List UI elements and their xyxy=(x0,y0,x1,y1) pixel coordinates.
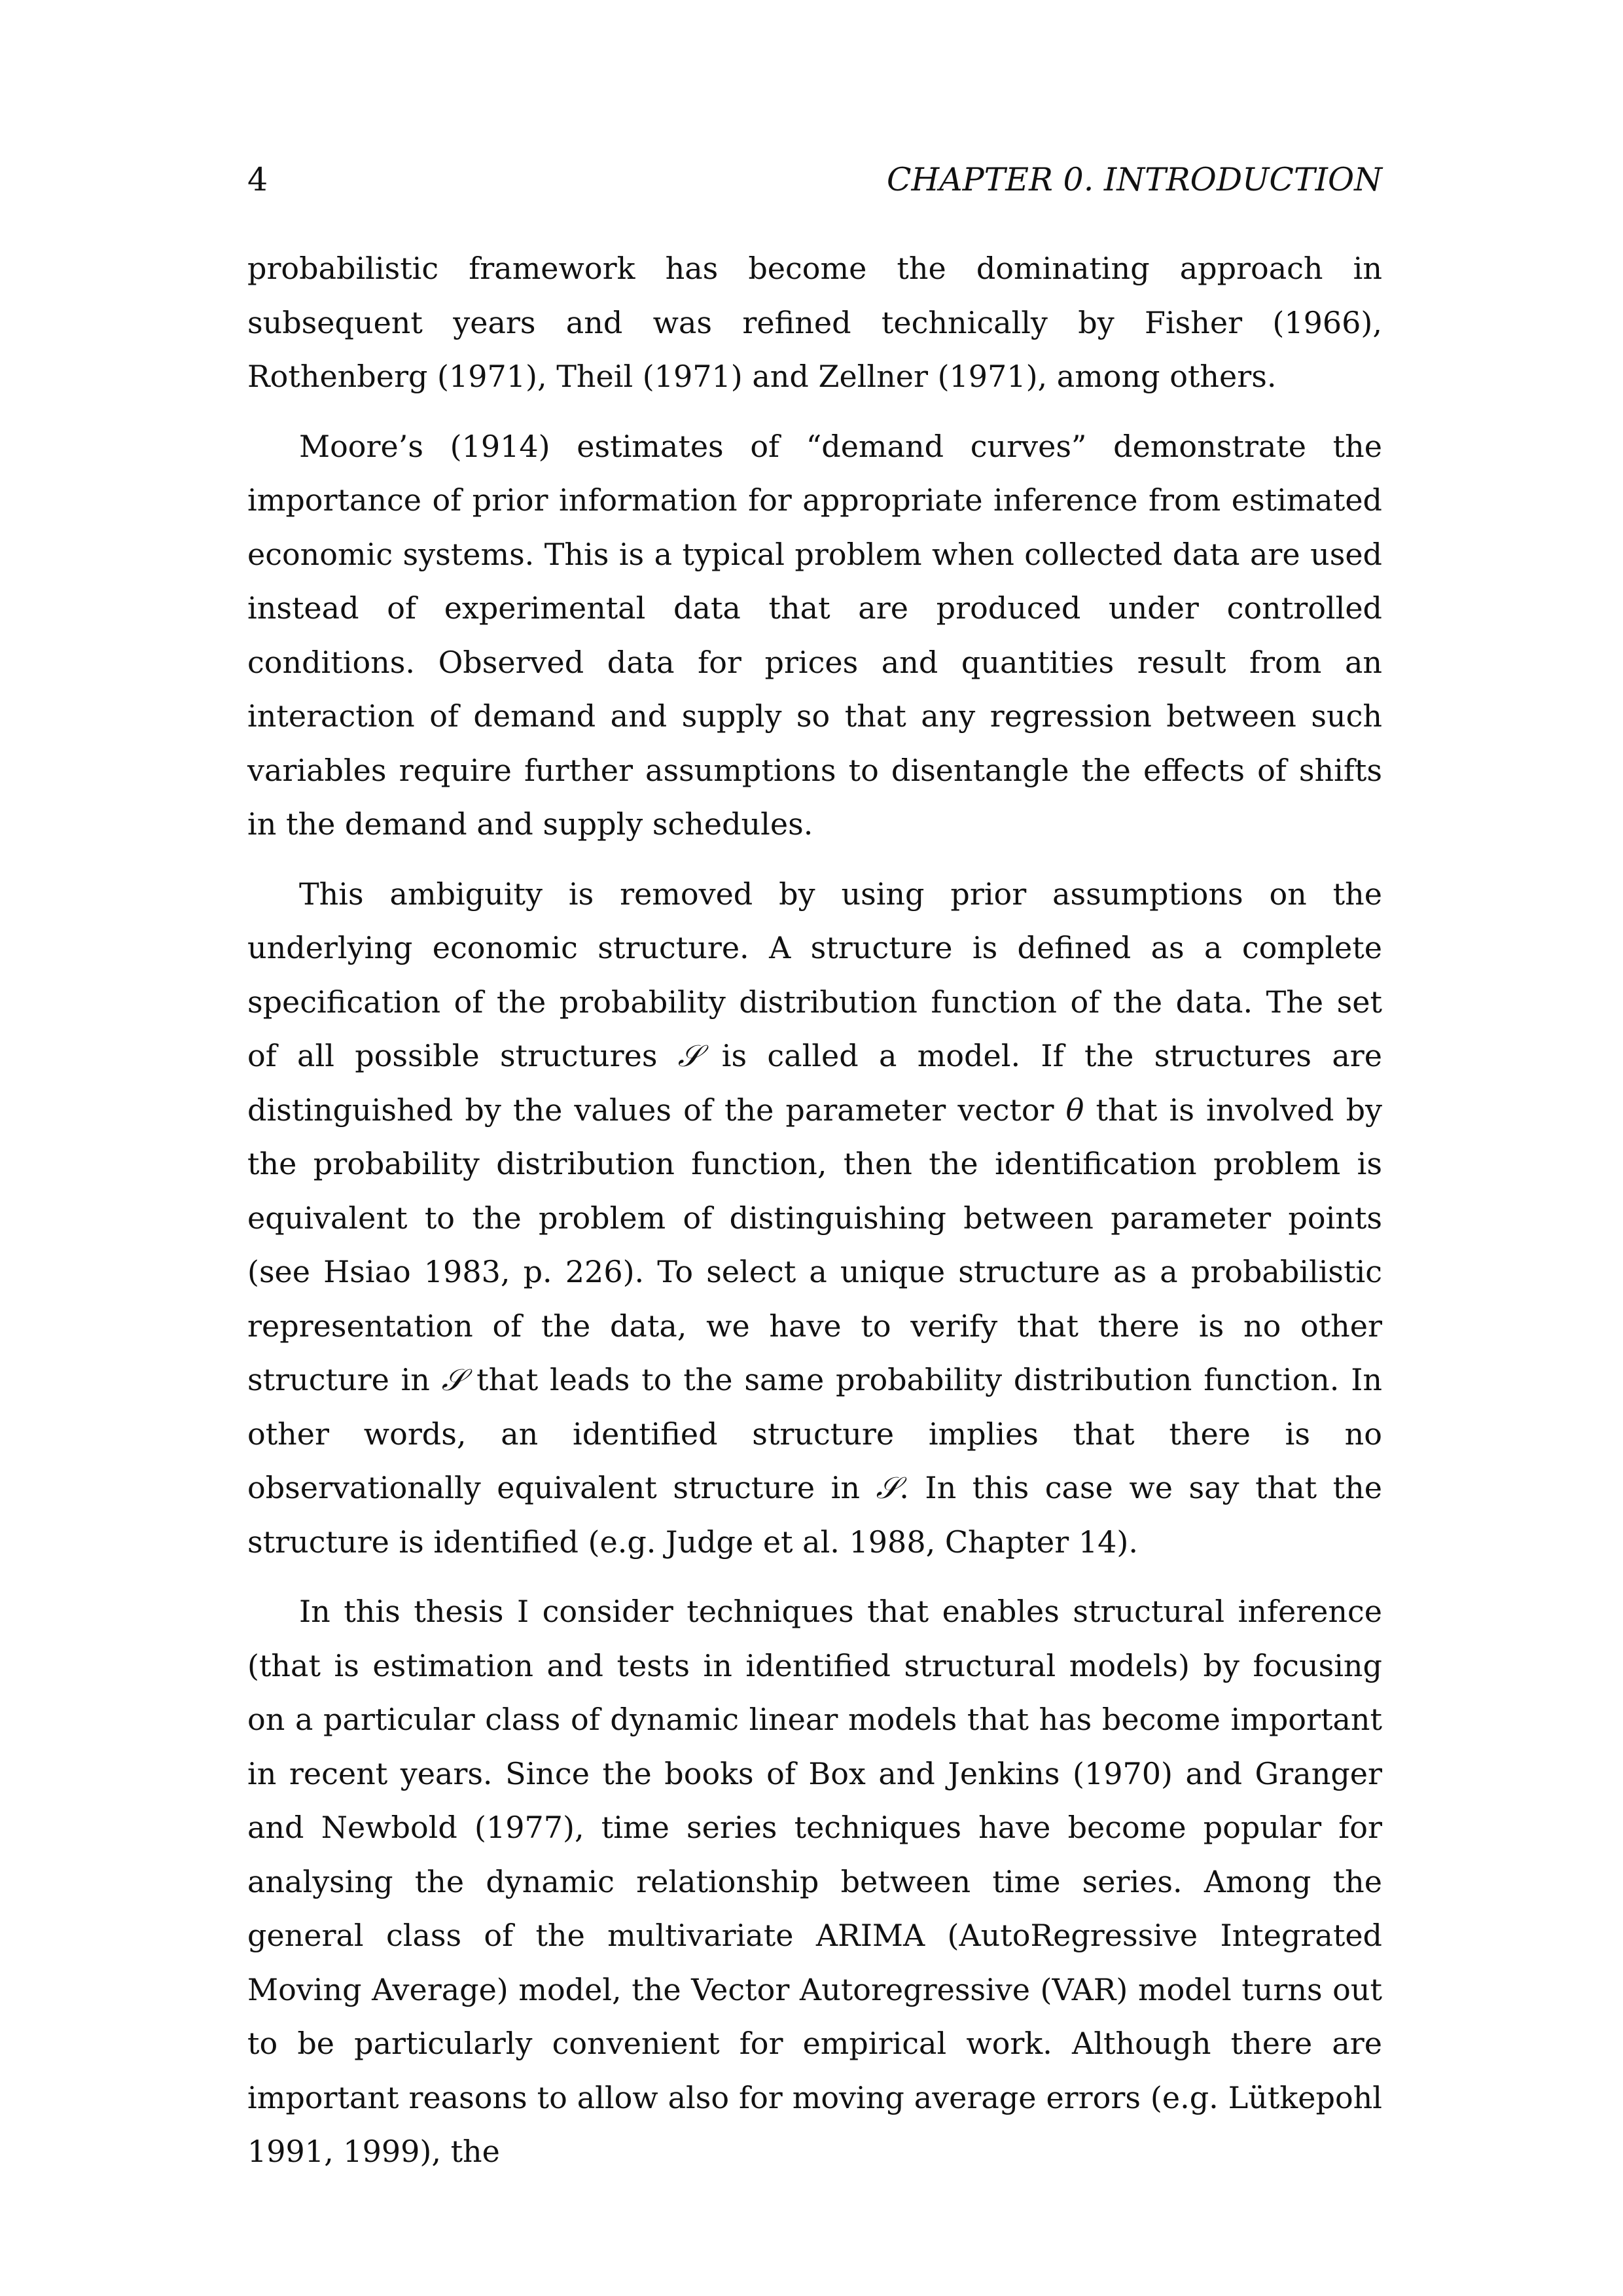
paragraph-1: probabilistic framework has become the dominating approach in subsequent years and was refined technically by Fisher (1966), Rothenberg (1971), Theil (1971) and Zellner (1971), among others. xyxy=(247,251,1382,394)
chapter-title: CHAPTER 0. INTRODUCTION xyxy=(887,161,1382,198)
paragraph-3-part-1: This ambiguity is removed by using prior assumptions on the underlying economic structure. A structure is defined as a complete specification of the probability distribution function of the data. The set of all possible structures xyxy=(247,876,1382,1073)
paragraph-3 xyxy=(247,867,1382,1570)
paragraph-3-part-3: that is involved by the probability distribution function, then the identification problem is equivalent to the problem of distinguishing between parameter points (see Hsiao 1983, p. 226). To select a unique structure as a probabilistic representation of the data, we have to verify that there is no other structure in xyxy=(247,1092,1383,1397)
paragraph-2: Moore’s (1914) estimates of “demand curves” demonstrate the importance of prior information for appropriate inference from estimated economic systems. This is a typical problem when collected data are used instead of experimental data that are produced under controlled conditions. Observed data for prices and quantities result from an interaction of demand and supply so that any regression between such variables require further assumptions to disentangle the effects of shifts in the demand and supply schedules. xyxy=(247,428,1382,842)
paragraph-3-part-2: is called a model. If the structures are distinguished by the values of the parameter vector xyxy=(247,1038,1383,1128)
running-head xyxy=(247,157,1382,203)
structure-set-symbol: 𝒮 xyxy=(441,1362,465,1397)
paragraph-3-part-4: that leads to the same probability distribution function. In other words, an identified structure implies that there is no observationally equivalent structure in xyxy=(247,1362,1382,1505)
body-text xyxy=(247,242,1382,2179)
paragraph-3-part-5: . In this case we say that the structure is identified (e.g. Judge et al. 1988, Chapter 14). xyxy=(247,1470,1383,1560)
parameter-vector-symbol: θ xyxy=(1065,1092,1084,1128)
page-number: 4 xyxy=(247,161,268,198)
structure-set-symbol: 𝒮 xyxy=(876,1470,900,1505)
paragraph-4: In this thesis I consider techniques that enables structural inference (that is estimation and tests in identified structural models) by focusing on a particular class of dynamic linear models that has become important in recent years. Since the books of Box and Jenkins (1970) and Granger and Newbold (1977), time series techniques have become popular for analysing the dynamic relationship between time series. Among the general class of the multivariate ARIMA (AutoRegressive Integrated Moving Average) model, the Vector Autoregressive (VAR) model turns out to be particularly convenient for empirical work. Although there are important reasons to allow also for moving average errors (e.g. Lütkepohl 1991, 1999), the xyxy=(247,1594,1382,2169)
structure-set-symbol: 𝒮 xyxy=(677,1038,702,1073)
